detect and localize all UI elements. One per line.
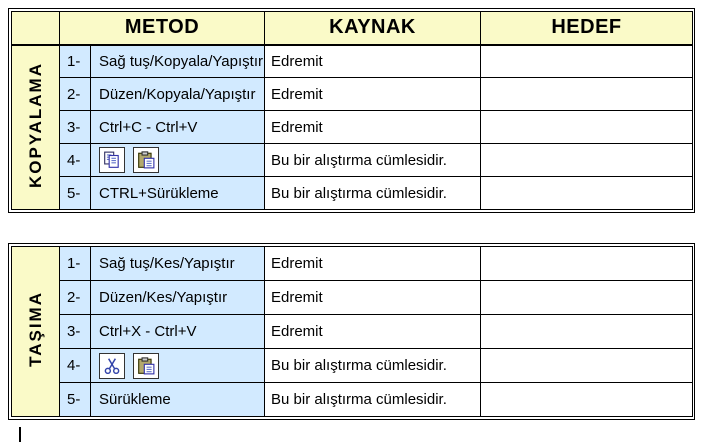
kaynak-cell[interactable]: Edremit — [265, 281, 481, 315]
table-header-row — [12, 12, 693, 45]
row-number-cell[interactable]: 2- — [60, 78, 91, 111]
table-row — [12, 177, 693, 210]
metod-cell[interactable]: Sağ tuş/Kopyala/Yapıştır — [91, 45, 265, 78]
hedef-cell[interactable] — [481, 281, 693, 315]
tasima-label-cell — [12, 247, 60, 417]
hedef-cell[interactable] — [481, 315, 693, 349]
table-row — [12, 349, 693, 383]
kaynak-cell[interactable]: Edremit — [265, 111, 481, 144]
metod-cell[interactable]: Düzen/Kes/Yapıştır — [91, 281, 265, 315]
hedef-cell[interactable] — [481, 247, 693, 281]
paste-icon[interactable] — [133, 147, 159, 173]
hedef-cell[interactable] — [481, 383, 693, 417]
kaynak-cell[interactable]: Bu bir alıştırma cümlesidir. — [265, 383, 481, 417]
metod-cell[interactable]: Ctrl+C - Ctrl+V — [91, 111, 265, 144]
metod-cell[interactable]: Düzen/Kopyala/Yapıştır — [91, 78, 265, 111]
vertical-label-tasima: TAŞIMA — [25, 291, 45, 367]
copy-icon[interactable] — [99, 147, 125, 173]
row-number-cell[interactable]: 3- — [60, 111, 91, 144]
row-number-cell[interactable]: 1- — [60, 247, 91, 281]
metod-cell[interactable]: Sürükleme — [91, 383, 265, 417]
tasima-table-grid — [11, 246, 693, 417]
table-row — [12, 247, 693, 281]
kaynak-cell[interactable]: Edremit — [265, 315, 481, 349]
table-row — [12, 111, 693, 144]
kopyalama-table — [8, 8, 695, 213]
paste-icon[interactable] — [133, 353, 159, 379]
metod-cell[interactable]: Sağ tuş/Kes/Yapıştır — [91, 247, 265, 281]
table-row — [12, 281, 693, 315]
metod-cell[interactable]: Ctrl+X - Ctrl+V — [91, 315, 265, 349]
kaynak-cell[interactable]: Edremit — [265, 247, 481, 281]
hedef-header: HEDEF — [481, 12, 693, 45]
table-row — [12, 45, 693, 78]
kaynak-header: KAYNAK — [265, 12, 481, 45]
hedef-cell[interactable] — [481, 78, 693, 111]
kaynak-cell[interactable]: Bu bir alıştırma cümlesidir. — [265, 349, 481, 383]
row-number-cell[interactable]: 2- — [60, 281, 91, 315]
hedef-cell[interactable] — [481, 177, 693, 210]
text-cursor — [19, 427, 21, 442]
hedef-cell[interactable] — [481, 349, 693, 383]
row-number-cell[interactable]: 1- — [60, 45, 91, 78]
hedef-cell[interactable] — [481, 144, 693, 177]
kaynak-cell[interactable]: Edremit — [265, 45, 481, 78]
kaynak-cell[interactable]: Bu bir alıştırma cümlesidir. — [265, 177, 481, 210]
metod-cell[interactable]: CTRL+Sürükleme — [91, 177, 265, 210]
table-row — [12, 315, 693, 349]
table-row — [12, 78, 693, 111]
kaynak-cell[interactable]: Bu bir alıştırma cümlesidir. — [265, 144, 481, 177]
cut-icon[interactable] — [99, 353, 125, 379]
table-row — [12, 144, 693, 177]
metod-cell — [91, 144, 265, 177]
hedef-cell[interactable] — [481, 45, 693, 78]
row-number-cell[interactable]: 5- — [60, 177, 91, 210]
row-number-cell[interactable]: 5- — [60, 383, 91, 417]
vertical-label-kopyalama: KOPYALAMA — [25, 61, 45, 188]
tasima-table — [8, 243, 695, 420]
kaynak-cell[interactable]: Edremit — [265, 78, 481, 111]
metod-header: METOD — [60, 12, 265, 45]
hedef-cell[interactable] — [481, 111, 693, 144]
metod-cell — [91, 349, 265, 383]
row-number-cell[interactable]: 3- — [60, 315, 91, 349]
table-corner-cell — [12, 12, 60, 45]
kopyalama-table-grid — [11, 11, 693, 210]
row-number-cell[interactable]: 4- — [60, 349, 91, 383]
table-row — [12, 383, 693, 417]
kopyalama-label-cell — [12, 45, 60, 210]
row-number-cell[interactable]: 4- — [60, 144, 91, 177]
